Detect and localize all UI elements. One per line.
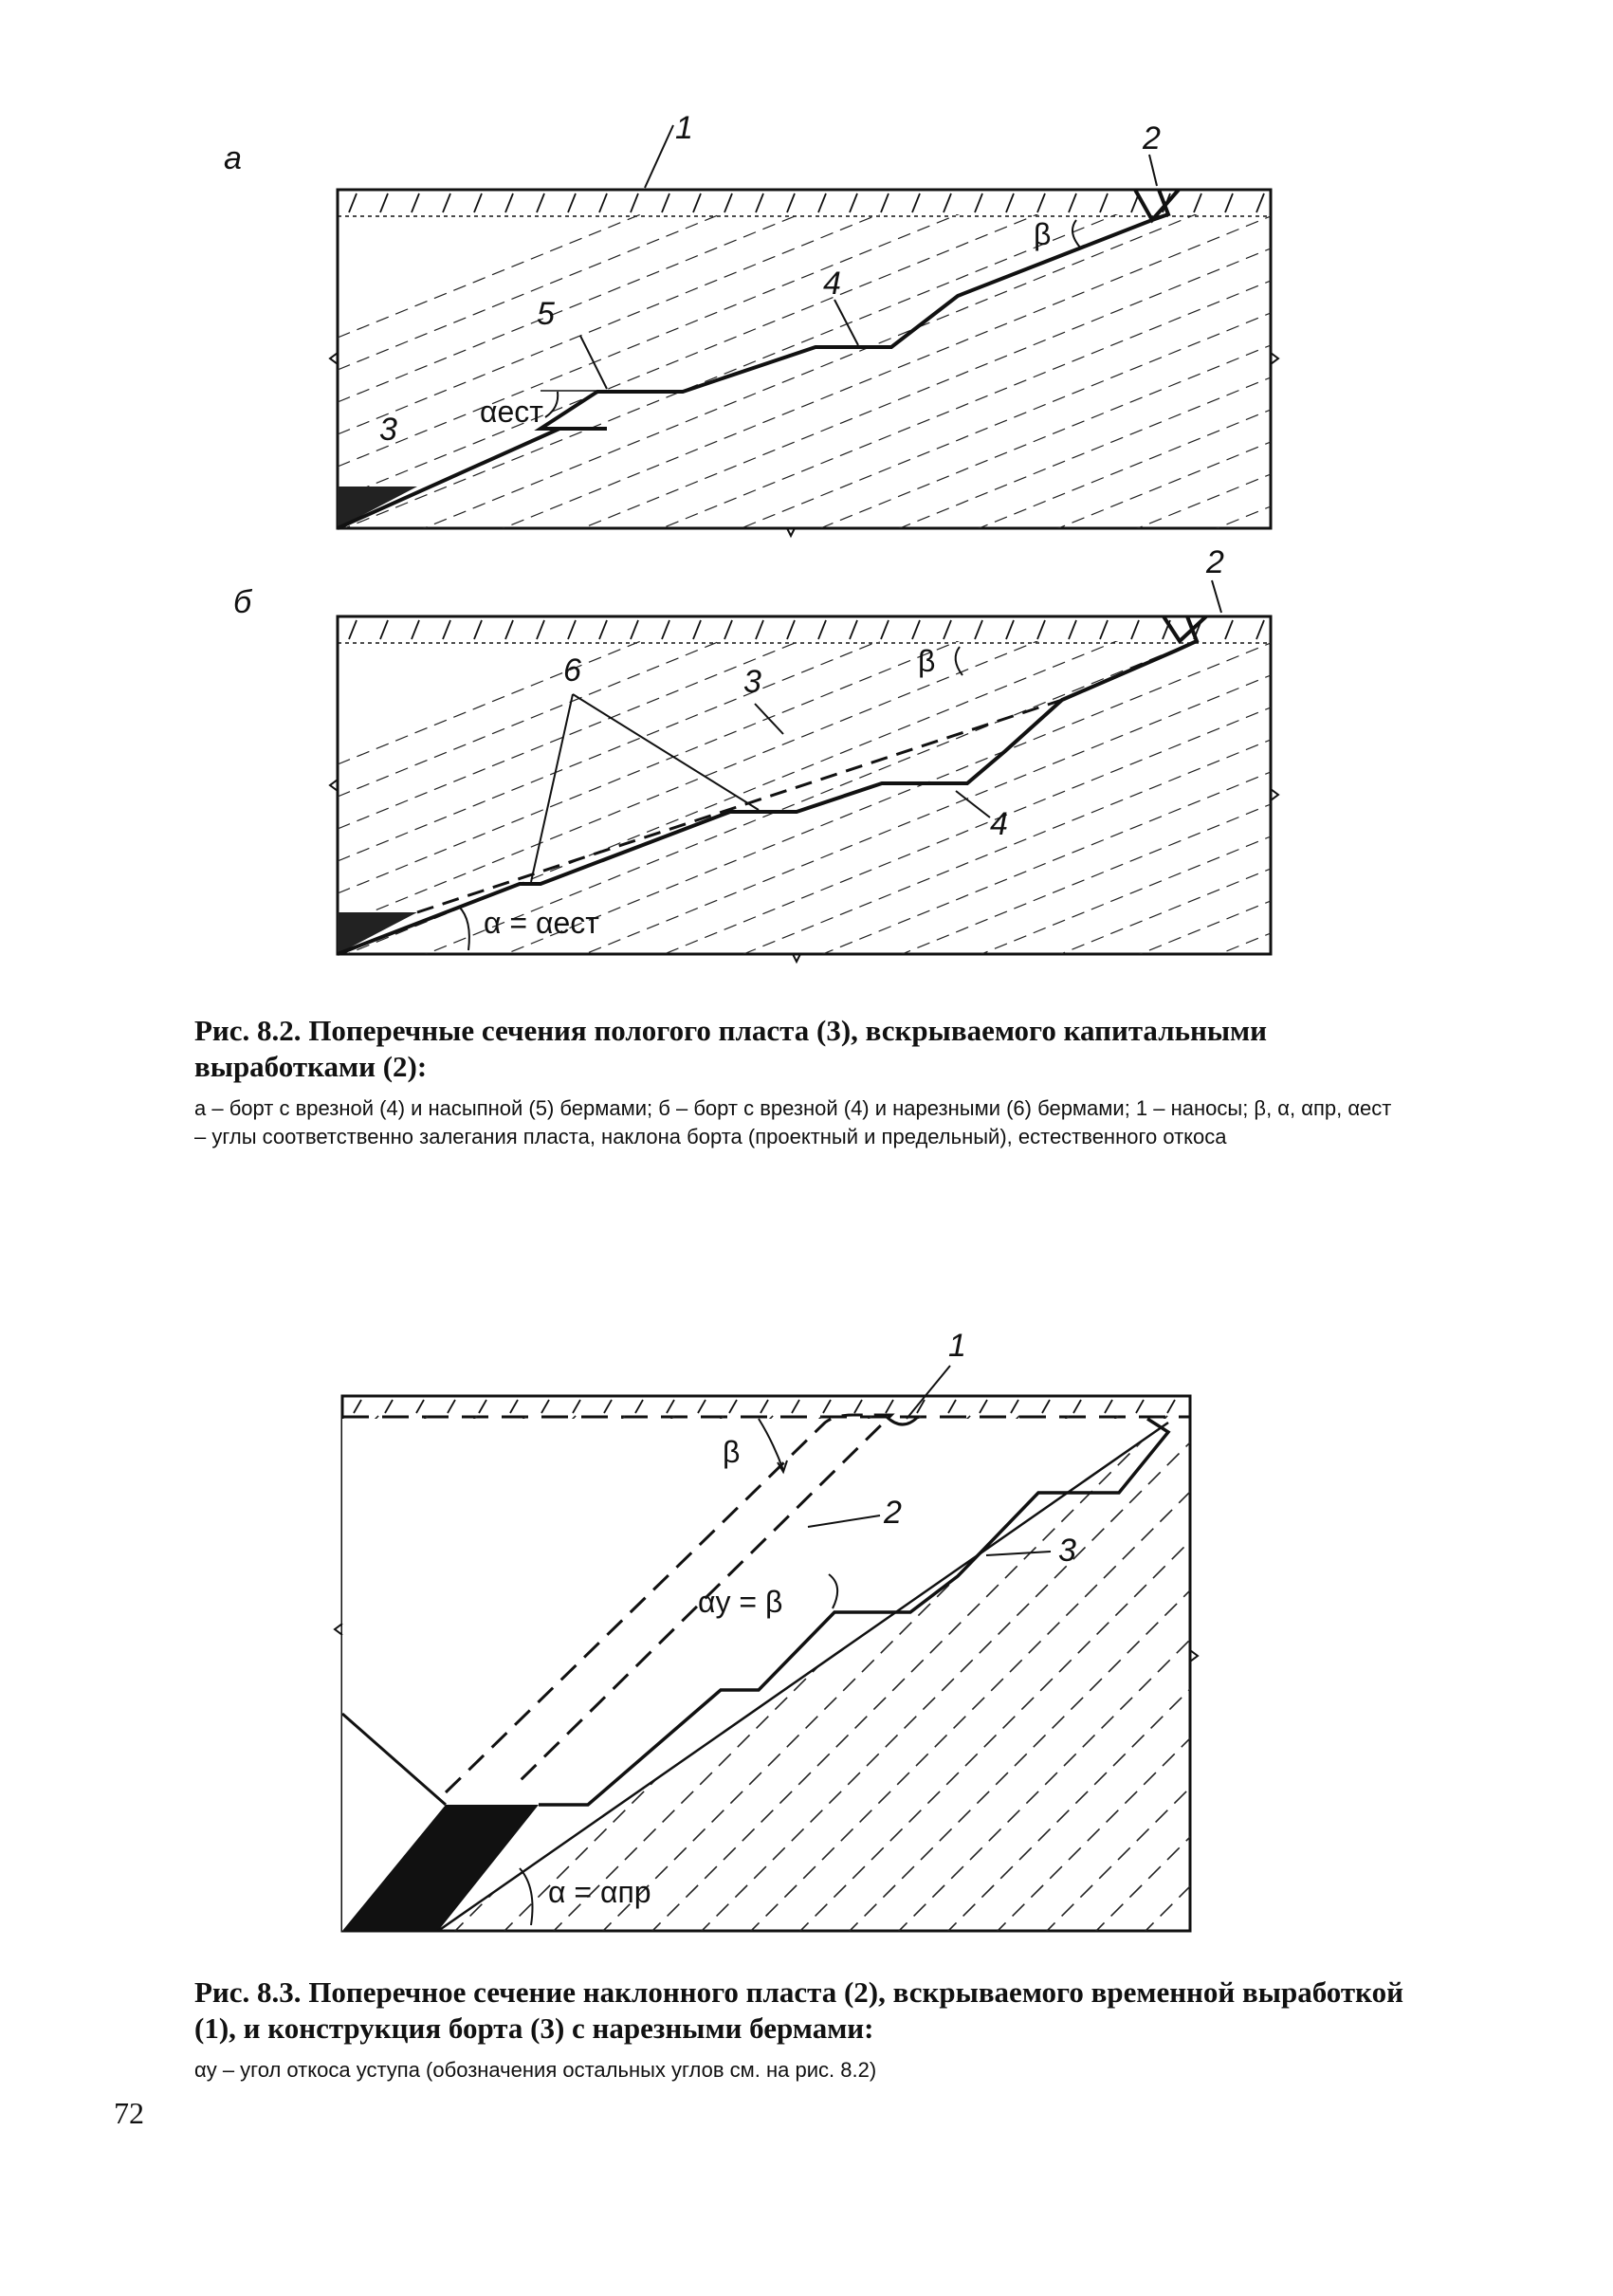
capital-trench-a bbox=[1135, 190, 1179, 220]
caption-prefix-8-3: Рис. 8.3. bbox=[194, 1975, 302, 2009]
topsoil-ticks-a bbox=[349, 193, 1264, 212]
angle-beta-b: β bbox=[918, 644, 936, 678]
bedding-lines-a bbox=[338, 0, 1271, 1015]
angle-alpha-pr-8-3: α = αпр bbox=[548, 1875, 651, 1909]
caption-title-8-3 bbox=[194, 1975, 1408, 2047]
caption-fig-8-3 bbox=[194, 1975, 1408, 2085]
label-1-8-3: 1 bbox=[948, 1328, 966, 1364]
figure-8-2-panel-a bbox=[224, 0, 1278, 1015]
angle-alpha-est-a: αест bbox=[480, 395, 543, 429]
caption-title-8-2 bbox=[194, 1013, 1408, 1085]
page-number: 72 bbox=[114, 2096, 144, 2130]
figure-8-3 bbox=[0, 1328, 1613, 1954]
label-5-a: 5 bbox=[537, 296, 555, 332]
label-1-a: 1 bbox=[675, 110, 693, 146]
label-6-b: 6 bbox=[563, 652, 581, 689]
caption-text-8-3: Поперечное сечение наклонного пласта (2), вскрываемого временной выработкой (1), и конструкция борта (3) с нарезными бермами: bbox=[194, 1975, 1403, 2045]
design-slope-b bbox=[417, 700, 1062, 912]
label-3-8-3: 3 bbox=[1058, 1533, 1076, 1569]
panel-a-letter: а bbox=[224, 140, 242, 176]
panel-b-letter: б bbox=[233, 584, 252, 620]
label-3-a: 3 bbox=[379, 412, 397, 448]
angle-beta-8-3: β bbox=[723, 1435, 741, 1469]
caption-legend-8-3: αу – угол откоса уступа (обозначения остальных углов см. на рис. 8.2) bbox=[194, 2058, 877, 2082]
angle-alpha-b: α = αест bbox=[484, 906, 599, 940]
bedding-lines-b bbox=[338, 385, 1271, 1442]
label-2-8-3: 2 bbox=[884, 1495, 902, 1531]
angle-beta-a: β bbox=[1034, 217, 1052, 251]
label-2-b: 2 bbox=[1206, 544, 1224, 580]
caption-legend-8-2: а – борт с врезной (4) и насыпной (5) бермами; б – борт с врезной (4) и нарезными (6) бермами; 1 – наносы; β, α, αпр, αест – углы соответственно залегания пласта, наклона борта (проектный и предельный), естественного откоса bbox=[194, 1096, 1392, 1148]
caption-prefix-8-2: Рис. 8.2. bbox=[194, 1014, 302, 1047]
topsoil-ticks-8-3 bbox=[354, 1400, 1175, 1413]
caption-fig-8-2 bbox=[194, 1013, 1408, 1151]
caption-text-8-2: Поперечные сечения пологого пласта (3), вскрываемого капитальными выработками (2): bbox=[194, 1014, 1268, 1083]
label-2-a: 2 bbox=[1143, 120, 1161, 156]
label-4-b: 4 bbox=[990, 806, 1008, 842]
pit-slope-b bbox=[338, 616, 1197, 954]
figure-8-2-panel-b bbox=[233, 385, 1278, 1442]
angle-alpha-y-8-3: αу = β bbox=[698, 1585, 783, 1619]
label-4-a: 4 bbox=[823, 266, 841, 302]
topsoil-ticks-b bbox=[349, 620, 1264, 639]
label-3-b: 3 bbox=[743, 664, 761, 700]
